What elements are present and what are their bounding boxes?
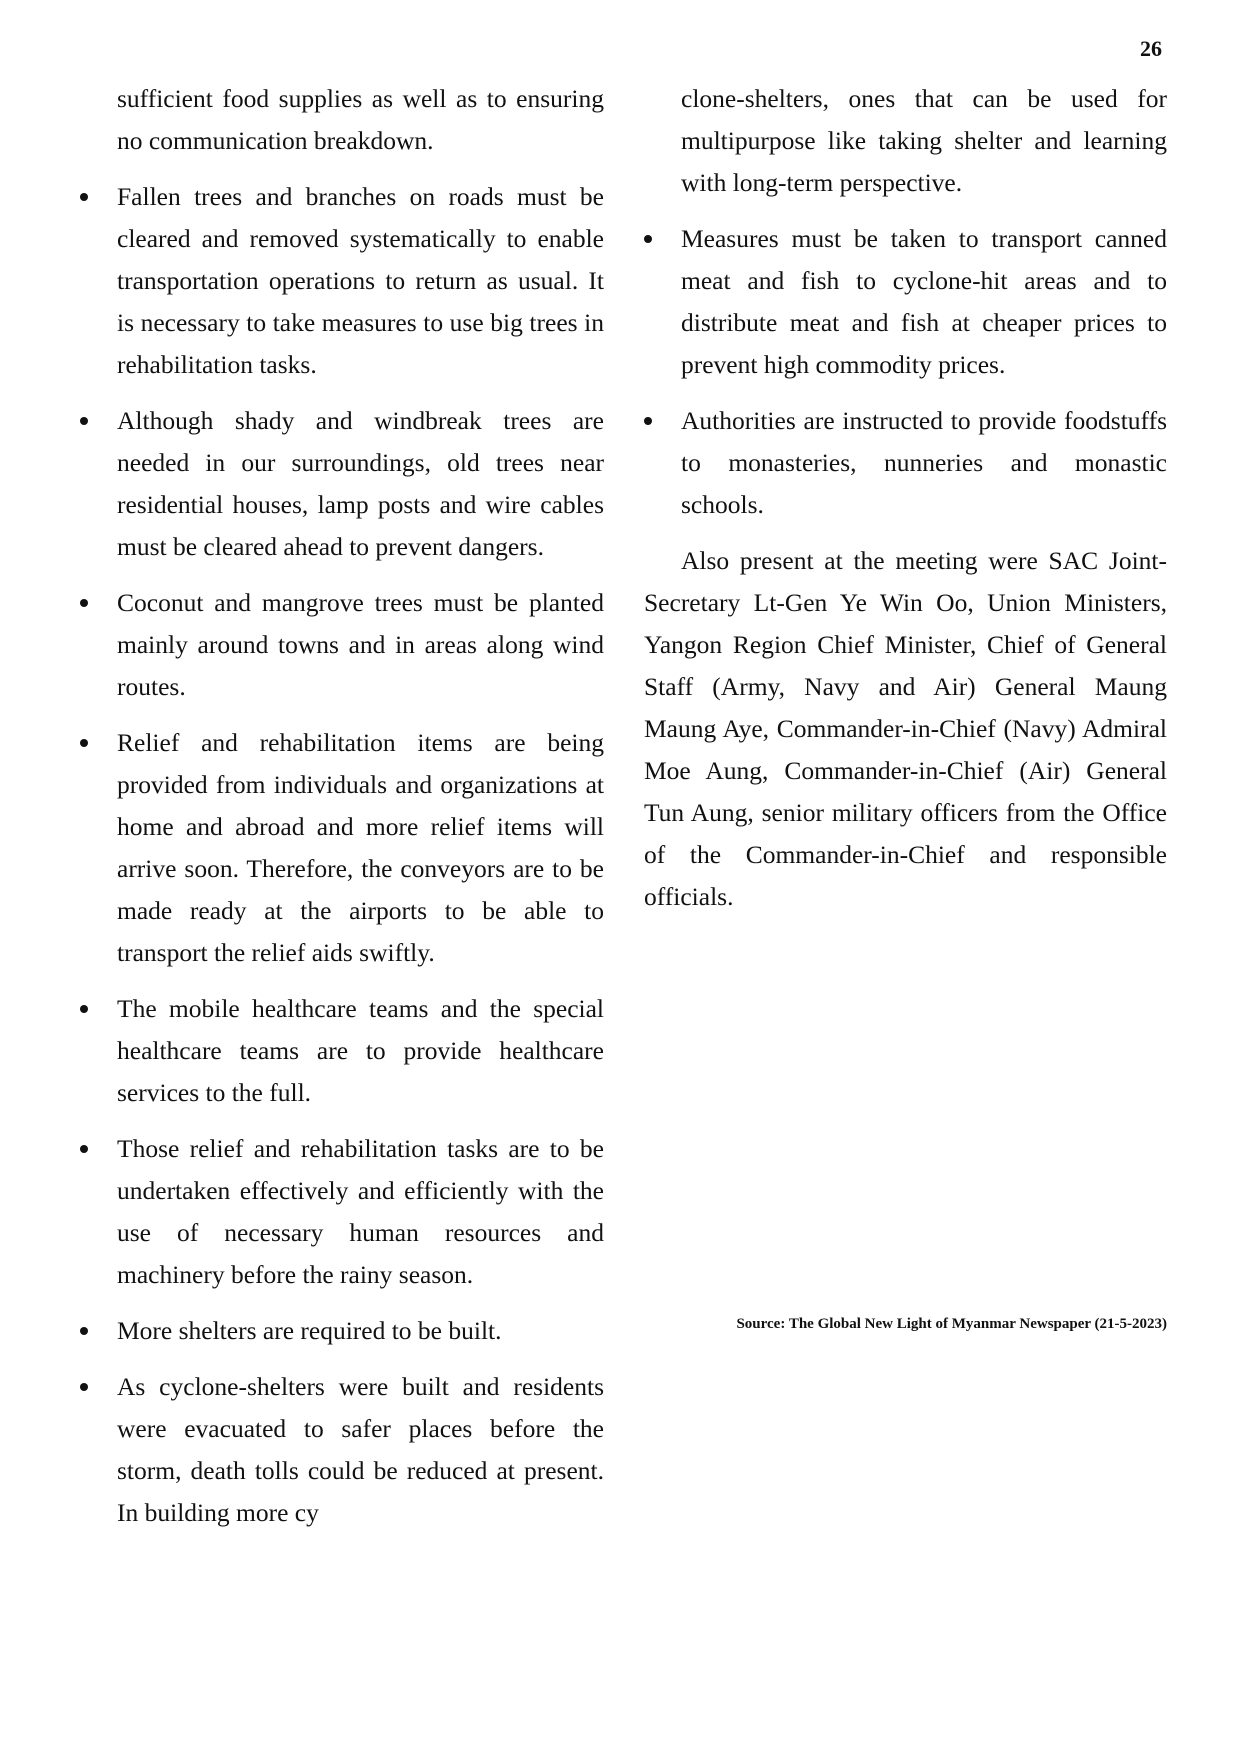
- bullet-item: [117, 582, 604, 708]
- bullet-icon: [80, 1005, 88, 1013]
- bullet-text: Those relief and rehabilitation tasks are to be undertaken effectively and efficiently with the use of necessary human resources and machinery before the rainy season.: [117, 1134, 604, 1289]
- bullet-item: [117, 988, 604, 1114]
- bullet-icon: [80, 1383, 88, 1391]
- bullet-text: More shelters are required to be built.: [117, 1316, 502, 1345]
- bullet-icon: [80, 193, 88, 201]
- bullet-text: The mobile healthcare teams and the special healthcare teams are to provide healthcare services to the full.: [117, 994, 604, 1107]
- bullet-text: Fallen trees and branches on roads must be cleared and removed systematically to enable transportation operations to return as usual. It is necessary to take measures to use big trees in rehabilitation tasks.: [117, 182, 604, 379]
- page-number: 26: [1140, 36, 1162, 61]
- bullet-item: [681, 400, 1167, 526]
- bullet-list: [117, 176, 604, 1534]
- bullet-icon: [80, 1327, 88, 1335]
- bullet-icon: [80, 739, 88, 747]
- bullet-item: [117, 1366, 604, 1534]
- bullet-text: As cyclone-shelters were built and residents were evacuated to safer places before the storm, death tolls could be reduced at present. In building more cy: [117, 1372, 604, 1527]
- bullet-text: Measures must be taken to transport canned meat and fish to cyclone-hit areas and to distribute meat and fish at cheaper prices to prevent high commodity prices.: [681, 224, 1167, 379]
- bullet-text: Although shady and windbreak trees are needed in our surroundings, old trees near residential houses, lamp posts and wire cables must be cleared ahead to prevent dangers.: [117, 406, 604, 561]
- bullet-item: [681, 218, 1167, 386]
- bullet-icon: [80, 1145, 88, 1153]
- bullet-list: [644, 218, 1167, 526]
- continued-paragraph: clone-shelters, ones that can be used for multipurpose like taking shelter and learning with long-term perspective.: [681, 84, 1167, 197]
- source-citation: Source: The Global New Light of Myanmar Newspaper (21-5-2023): [736, 1316, 1167, 1332]
- right-column: [644, 78, 1167, 918]
- bullet-item: [117, 1310, 604, 1352]
- left-column: [117, 78, 604, 1548]
- continued-paragraph: sufficient food supplies as well as to ensuring no communication breakdown.: [117, 84, 604, 155]
- bullet-item: [117, 722, 604, 974]
- bullet-icon: [644, 235, 652, 243]
- bullet-item: [117, 1128, 604, 1296]
- bullet-text: Authorities are instructed to provide foodstuffs to monasteries, nunneries and monastic schools.: [681, 406, 1167, 519]
- bullet-item: [117, 400, 604, 568]
- bullet-icon: [644, 417, 652, 425]
- bullet-icon: [80, 417, 88, 425]
- bullet-text: Coconut and mangrove trees must be planted mainly around towns and in areas along wind routes.: [117, 588, 604, 701]
- bullet-text: Relief and rehabilitation items are being provided from individuals and organizations at home and abroad and more relief items will arrive soon. Therefore, the conveyors are to be made ready at the airports to be able to transport the relief aids swiftly.: [117, 728, 604, 967]
- bullet-icon: [80, 599, 88, 607]
- closing-paragraph: Also present at the meeting were SAC Joint-Secretary Lt-Gen Ye Win Oo, Union Ministers, Yangon Region Chief Minister, Chief of General Staff (Army, Navy and Air) General Maung Maung Aye, Commander-in-Chief (Navy) Admiral Moe Aung, Commander-in-Chief (Air) General Tun Aung, senior military officers from the Office of the Commander-in-Chief and responsible officials.: [644, 546, 1167, 911]
- bullet-item: [117, 176, 604, 386]
